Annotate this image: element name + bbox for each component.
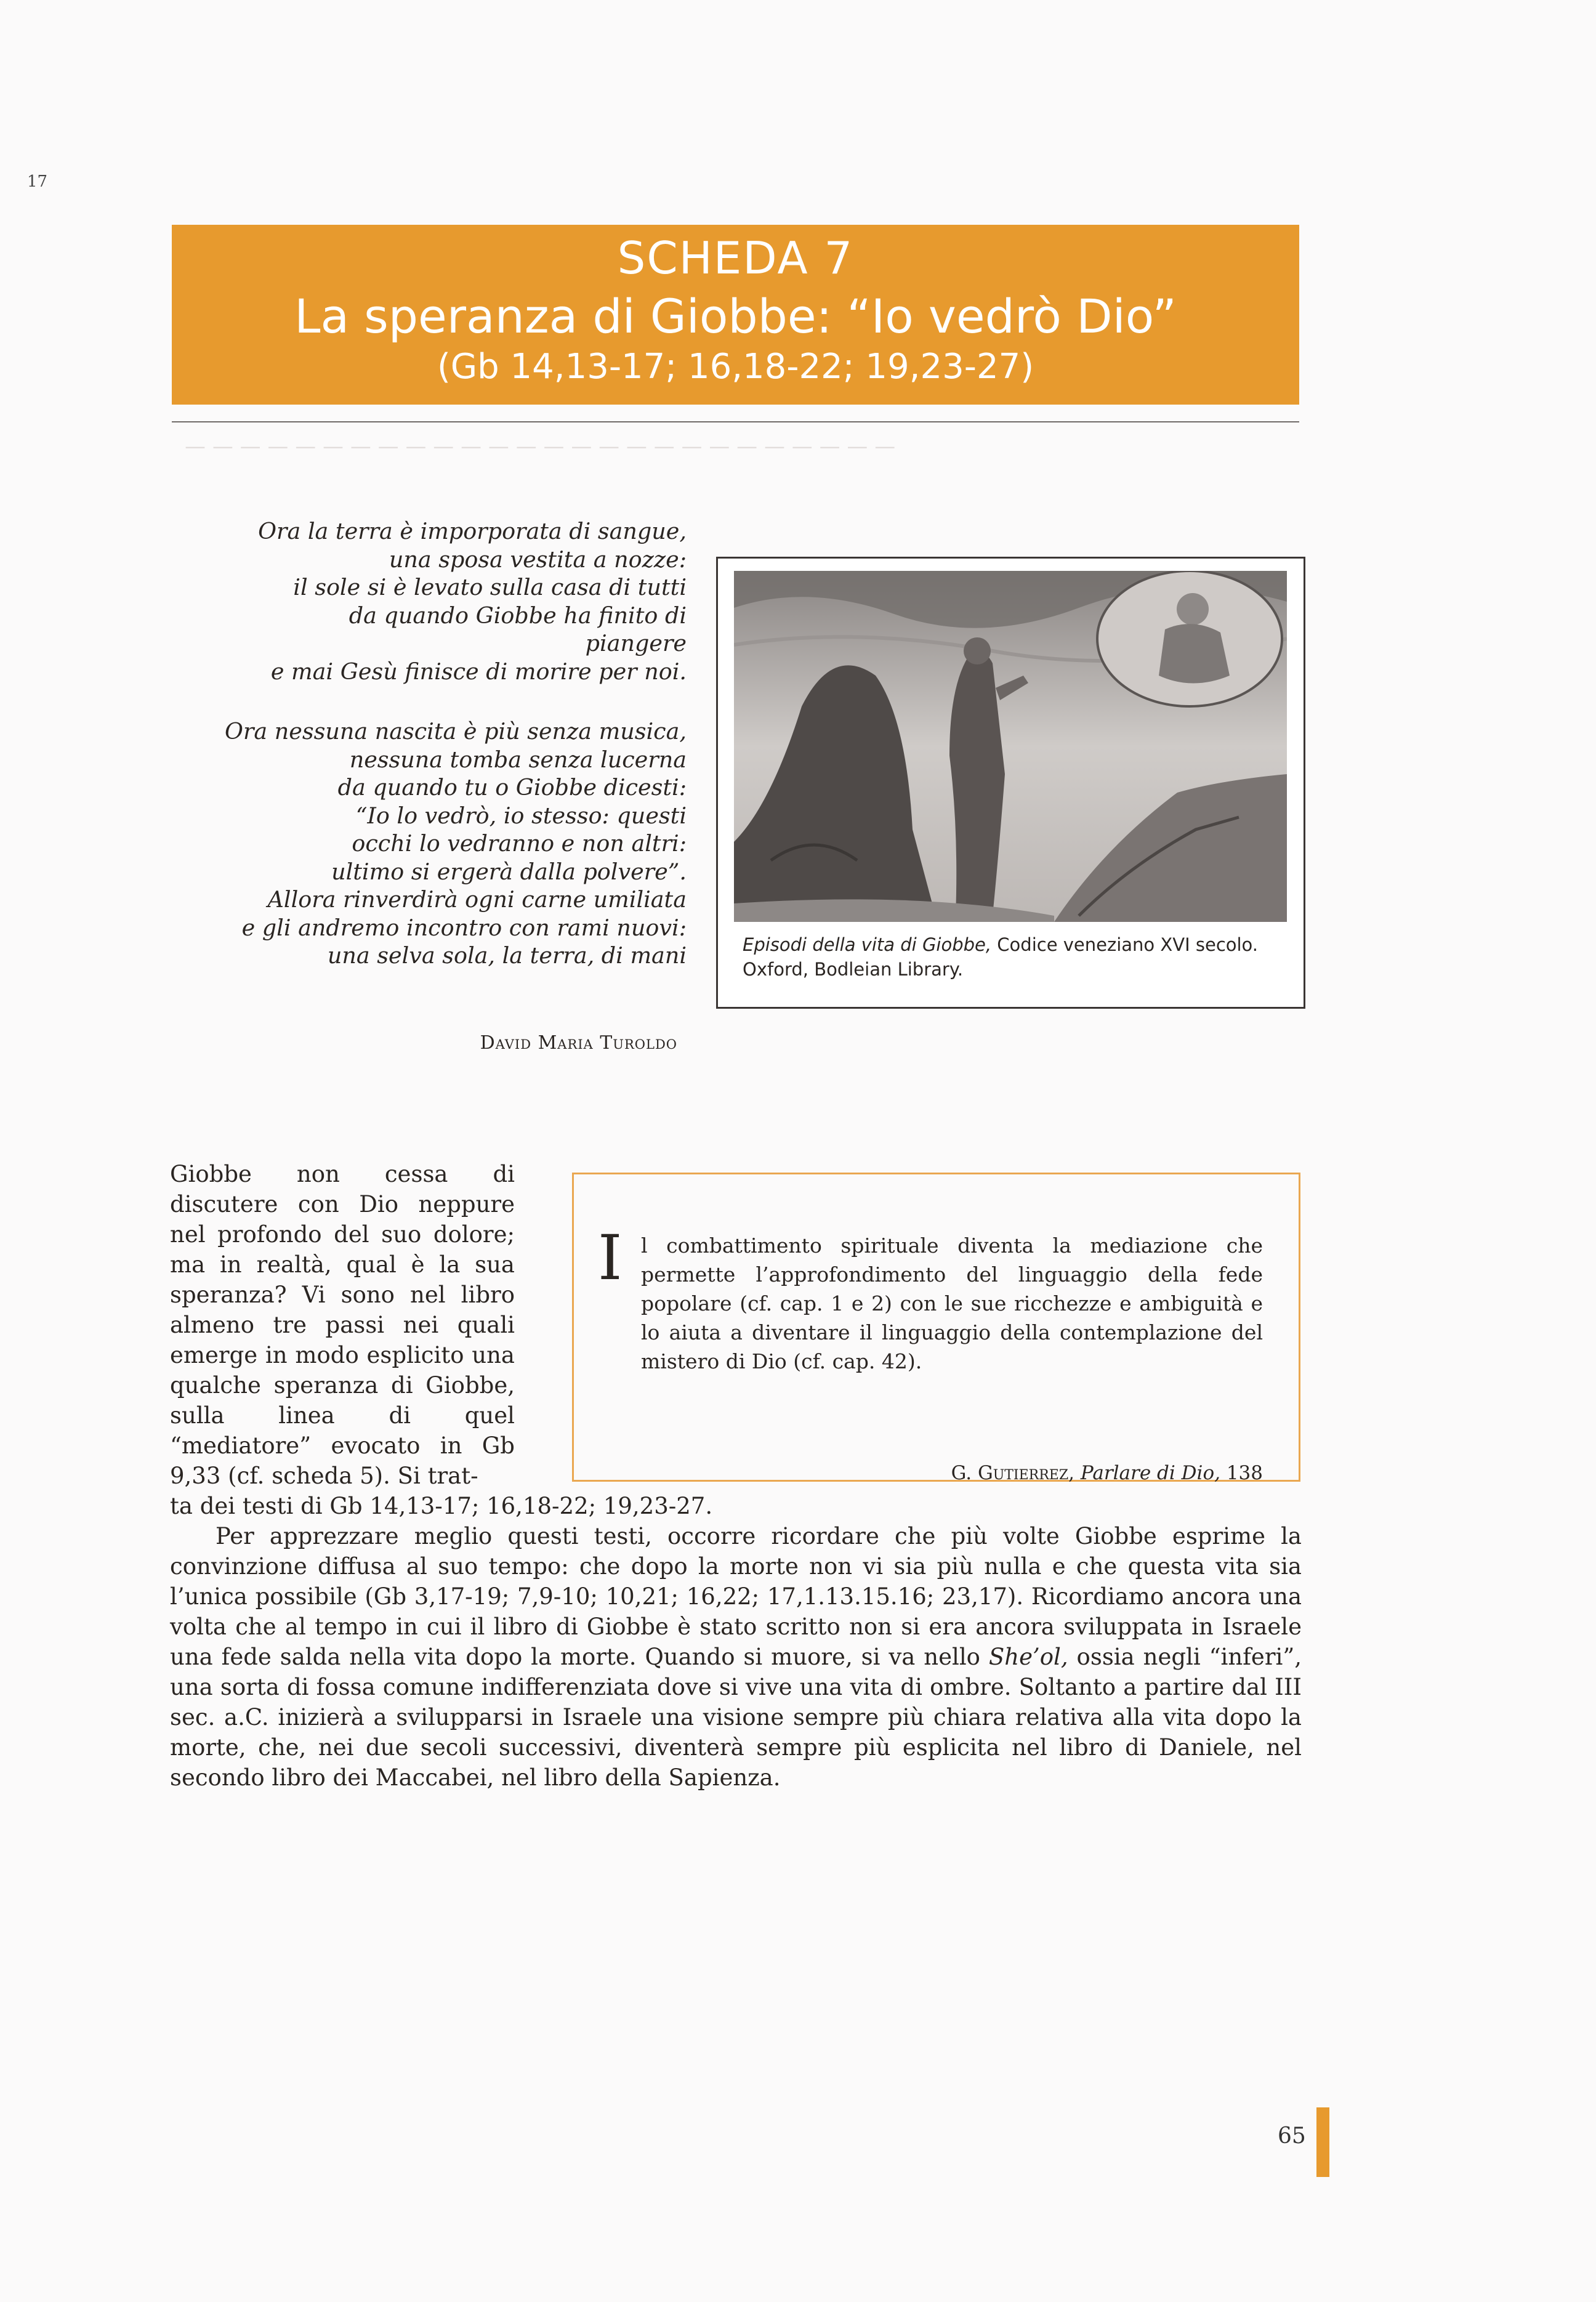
poem-line: “Io lo vedrò, io stesso: questi — [355, 802, 687, 829]
quote-body: l combattimento spirituale diventa la mediazione che permette l’approfondimento del linguaggio della fede popolare (cf. cap. 1 e 2) con le sue ricchezze e ambiguità e lo aiuta a diventare il linguaggio della contemplazione del mistero di Dio (cf. cap. 42). — [641, 1234, 1263, 1373]
poem-line: e gli andremo incontro con rami nuovi: — [241, 914, 687, 941]
page-number: 65 — [1278, 2123, 1306, 2149]
poem-line: nessuna tomba senza lucerna — [349, 746, 687, 773]
chapter-title: La speranza di Giobbe: “Io vedrò Dio” — [294, 289, 1177, 344]
poem-line: Ora nessuna nascita è più senza musica, — [225, 718, 687, 745]
quote-text — [598, 1222, 1263, 1484]
quote-dropcap: I — [598, 1222, 623, 1294]
poem-line: e mai Gesù finisce di morire per noi. — [270, 658, 687, 685]
quote-box — [572, 1173, 1300, 1482]
quote-page: 138 — [1220, 1462, 1263, 1484]
running-page-number: 17 — [27, 172, 48, 191]
caption-rest: Codice veneziano XVI secolo. Oxford, Bodleian Library. — [743, 934, 1259, 980]
caption-title: Episodi della vita di Giobbe, — [743, 934, 992, 955]
chapter-reference: (Gb 14,13-17; 16,18-22; 19,23-27) — [437, 347, 1034, 387]
job-illustration — [734, 571, 1287, 922]
quote-work: Parlare di Dio, — [1080, 1462, 1220, 1484]
page-marker-bar — [1316, 2107, 1329, 2177]
poem-line: da quando tu o Giobbe dicesti: — [337, 774, 687, 801]
intro-column — [170, 1159, 515, 1491]
poem-line: Allora rinverdirà ogni carne umiliata — [267, 886, 687, 913]
poem — [185, 517, 687, 970]
intro-paragraph-end: ta dei testi di Gb 14,13-17; 16,18-22; 19,23-27. — [170, 1493, 713, 1519]
paragraph-text: Per apprezzare meglio questi testi, occorre ricordare che più volte Giobbe esprime la convinzione diffusa al suo tempo: che dopo la morte non vi sia più nulla e che questa vita sia l’unica possibile (Gb 3,17-19; 7,9-10; 10,21; 16,22; 17,1.13.15.16; 23,17). Ricordiamo ancora una volta che al tempo in cui il libro di Giobbe è stato scritto non si era ancora sviluppata in Israele una fede salda nella vita dopo la morte. Quando si muore, si va nello — [170, 1523, 1302, 1670]
poem-line: Ora la terra è imporporata di sangue, — [258, 518, 687, 544]
illustration-caption — [743, 932, 1284, 982]
bleed-through-text: — — — — — — — — — — — — — — — — — — — — — — — — — — — [185, 434, 896, 459]
poem-line: una sposa vestita a nozze: — [389, 546, 687, 573]
paragraph-text: ossia negli “inferi”, una sorta di fossa comune indifferenziata dove si vive una vita di ombre. Soltanto a partire dal III sec. a.C. inizierà a svilupparsi in Israele una visione sempre più chiara relativa alla vita dopo la morte, che, nei due secoli successivi, diventerà sempre più esplicita nel libro di Daniele, nel secondo libro dei Maccabei, nel libro della Sapienza. — [170, 1644, 1302, 1791]
poem-line: piangere — [585, 630, 687, 656]
poem-line: il sole si è levato sulla casa di tutti — [293, 574, 687, 600]
poem-line: da quando Giobbe ha finito di — [349, 602, 687, 629]
poem-line: una selva sola, la terra, di mani — [327, 942, 687, 969]
poem-line: ultimo si ergerà dalla polvere”. — [331, 858, 687, 885]
poem-author: David Maria Turoldo — [480, 1032, 677, 1054]
banner-rule — [172, 421, 1299, 422]
chapter-banner — [172, 225, 1299, 405]
intro-paragraph: Giobbe non cessa di discutere con Dio neppure nel profondo del suo dolore; ma in realtà, qual è la sua speranza? Vi sono nel libro almeno tre passi nei quali emerge in modo esplicito una qualche speranza di Giobbe, sulla linea di quel “mediatore” evocato in Gb 9,33 (cf. scheda 5). Si trat- — [170, 1161, 515, 1489]
chapter-label: SCHEDA 7 — [617, 232, 854, 284]
quote-source — [641, 1459, 1263, 1488]
quote-author: G. Gutierrez, — [951, 1462, 1075, 1484]
body-paragraph-2 — [170, 1521, 1302, 1793]
poem-line: occhi lo vedranno e non altri: — [352, 830, 687, 857]
paragraph-term: She’ol, — [988, 1644, 1068, 1670]
